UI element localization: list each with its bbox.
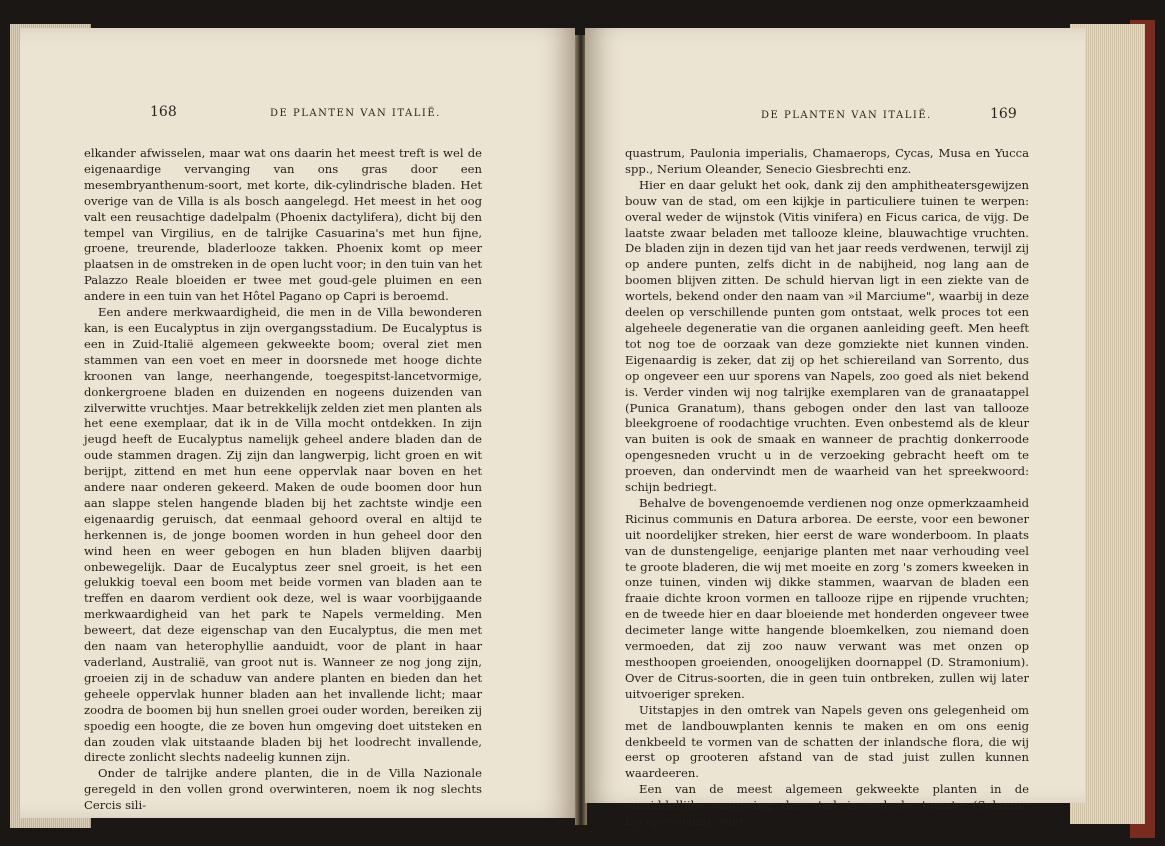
paragraph: Onder de talrijke andere planten, die in de Villa Nazionale geregeld in den vollen grond overwinteren, noem ik nog slechts Cercis sili- (84, 766, 482, 813)
paragraph: Uitstapjes in den omtrek van Napels geven ons gelegenheid om met de landbouwplanten kennis te maken en om ons eenig denkbeeld te vormen van de schatten der inlandsche flora, die wij eerst op grooteren afstand van de stad juist zullen kunnen waardeeren. (625, 702, 1029, 781)
left-page (20, 28, 575, 818)
left-running-header: DE PLANTEN VAN ITALIË. (270, 108, 441, 119)
paragraph: Hier en daar gelukt het ook, dank zij den amphitheatersgewijzen bouw van de stad, om een kijkje in particuliere tuinen te werpen: overal weder de wijnstok (Vitis vinifera) en Ficus carica, de vijg. De laatste zwaar beladen met tallooze kleine, blauwachtige vruchten. De bladen zijn in dezen tijd van het jaar reeds verdwenen, terwijl zij op andere punten, zelfs dicht in de nabijheid, nog lang aan de boomen blijven zitten. De schuld hiervan ligt in een ziekte van de wortels, bekend onder den naam van »il Marciume", waarbij in deze deelen op verschillende punten gom ontstaat, welk proces tot een algeheele degeneratie van die organen aanleiding geeft. Men heeft tot nog toe de oorzaak van deze gomziekte niet kunnen vinden. Eigenaardig is zeker, dat zij op het schiereiland van Sorrento, dus op ongeveer een uur sporens van Napels, zoo goed als niet bekend is. Verder vinden wij nog talrijke exemplaren van de granaatappel (Punica Granatum), thans gebogen onder den last van tallooze bleekgroene of roodachtige vruchten. Even onbestemd als de kleur van buiten is ook de smaak en wanneer de prachtig donkerroode opengesneden vrucht u in de verzoeking gebracht heeft om te proeven, dan ondervindt men de waarheid van het spreekwoord: schijn bedriegt. (625, 177, 1029, 495)
open-book (10, 20, 1155, 838)
left-body-text (84, 146, 482, 814)
paragraph: quastrum, Paulonia imperialis, Chamaerops, Cycas, Musa en Yucca spp., Nerium Oleander, Senecio Giesbrechti enz. (625, 146, 1029, 176)
paragraph: elkander afwisselen, maar wat ons daarin het meest treft is wel de eigenaardige vervanging van ons gras door een mesembryanthenum-soort, met korte, dik-cylindrische bladen. Het overige van de Villa is als bosch aangelegd. Het meest in het oog valt een reusachtige dadelpalm (Phoenix dactylifera), dicht bij den tempel van Virgilius, en de talrijke Casuarina's met hun fijne, groene, treurende, bladerlooze takken. Phoenix komt op meer plaatsen in de omstreken in de open lucht voor; in den tuin van het Palazzo Reale bloeiden er twee met goud-gele pluimen en een andere in een tuin van het Hôtel Pagano op Capri is beroemd. (84, 146, 482, 304)
left-page-number: 168 (150, 104, 177, 120)
paragraph: Een andere merkwaardigheid, die men in de Villa bewonderen kan, is een Eucalyptus in zijn overgangsstadium. De Eucalyptus is een in Zuid-Italië algemeen gekweekte boom; overal ziet men stammen van een voet en meer in doorsnede met hooge dichte kroonen van lange, neerhangende, toegespitst-lancetvormige, donkergroene bladen en duizenden en nogeens duizenden van zilverwitte vruchtjes. Maar betrekkelijk zelden ziet men planten als het eene exemplaar, dat ik in de Villa mocht ontdekken. In zijn jeugd heeft de Eucalyptus namelijk geheel andere bladen dan de oude stammen dragen. Zij zijn dan langwerpig, licht groen en wit berijpt, zittend en met hun eene oppervlak naar boven en het andere naar onderen gekeerd. Maken de oude boomen door hun aan slappe stelen hangende bladen bij het zachtste windje een eigenaardig geruisch, dat eenmaal gehoord overal en altijd te herkennen is, de jonge boomen worden in hun geheel door den wind heen en weer gebogen en hun bladen blijven daarbij onbewegelijk. Daar de Eucalyptus zeer snel groeit, is het een gelukkig toeval een boom met beide vormen van bladen aan te treffen en daarom verdient ook deze, wel is waar voorbijgaande merkwaardigheid van het park te Napels vermelding. Men beweert, dat deze eigenschap van den Eucalyptus, die men met den naam van heterophyllie aanduidt, voor de plant in haar vaderland, Australië, van groot nut is. Wanneer ze nog jong zijn, groeien zij in de schaduw van andere planten en bieden dan het geheele oppervlak hunner bladen aan het invallende licht; maar zoodra de boomen bij hun snellen groei ouder worden, bereiken zij spoedig een hoogte, die ze boven hun omgeving doet uitsteken en dan zouden vlak uitstaande bladen bij het loodrecht invallende, directe zonlicht slechts nadeelig kunnen zijn. (84, 305, 482, 765)
right-page (585, 28, 1085, 829)
paragraph: Een van de meest algemeen gekweekte planten in de onmiddellijke omgeving der stad is wel de tomate (Solanum Lycopersicum), wier (625, 782, 1029, 829)
right-body-text (625, 146, 1029, 830)
right-page-number: 169 (990, 106, 1017, 122)
paragraph: Behalve de bovengenoemde verdienen nog onze opmerkzaamheid Ricinus communis en Datura arborea. De eerste, voor een bewoner uit noordelijker streken, hier eerst de ware wonderboom. In plaats van de dunstengelige, eenjarige planten met naar verhouding veel te groote bladeren, die wij met moeite en zorg 's zomers kweeken in onze tuinen, vinden wij dikke stammen, waarvan de bladen een fraaie dichte kroon vormen en tallooze rijpe en rijpende vruchten; en de tweede hier en daar bloeiende met honderden ongeveer twee decimeter lange witte hangende bloemkelken, zou niemand doen vermoeden, dat zij zoo nauw verwant was met onzen op mesthoopen groeienden, onoogelijken doornappel (D. Stramonium). Over de Citrus-soorten, die in geen tuin ontbreken, zullen wij later uitvoeriger spreken. (625, 495, 1029, 701)
right-running-header: DE PLANTEN VAN ITALIË. (761, 110, 932, 121)
